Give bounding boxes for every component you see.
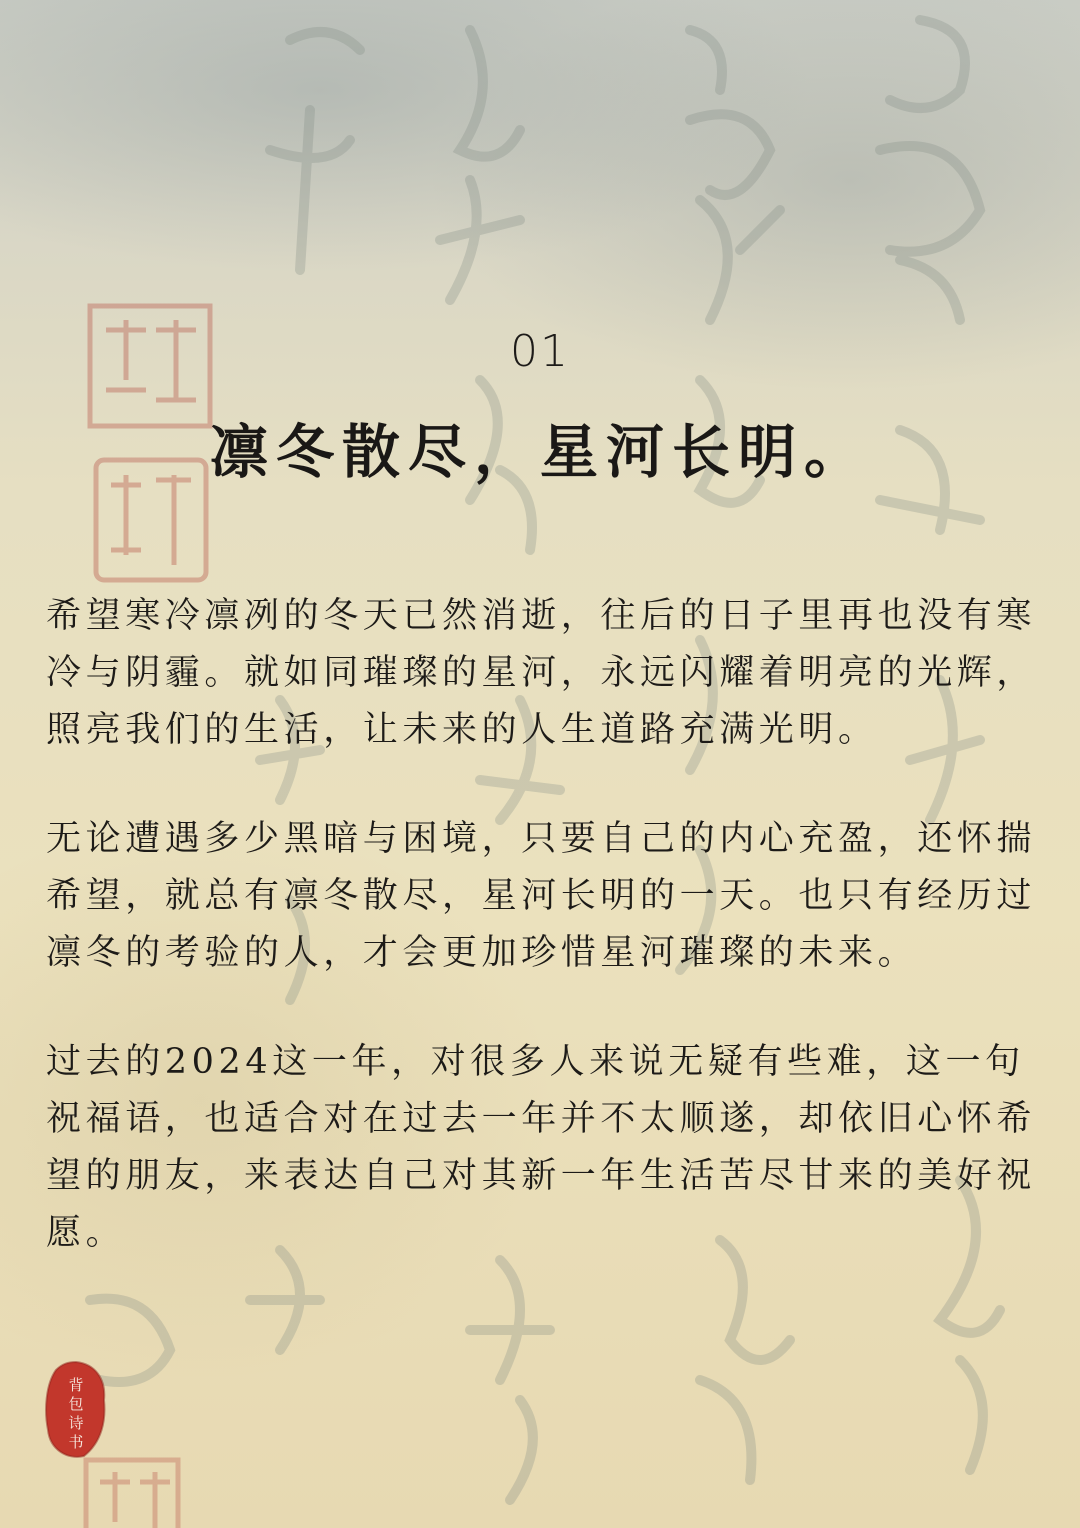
paragraph-1: 希望寒冷凛冽的冬天已然消逝，往后的日子里再也没有寒冷与阴霾。就如同璀璨的星河，永远闪耀着明亮的光辉，照亮我们的生活，让未来的人生道路充满光明。	[46, 596, 1037, 750]
paragraph-3: 过去的2024这一年，对很多人来说无疑有些难，这一句祝福语，也适合对在过去一年并不太顺遂，却依旧心怀希望的朋友，来表达自己对其新一年生活苦尽甘来的美好祝愿。	[46, 1042, 1037, 1253]
stamp-text: 背 包 诗 书	[68, 1376, 84, 1451]
section-title: 凛冬散尽，星河长明。	[209, 418, 870, 486]
section-number: 01	[510, 326, 570, 377]
bottom-seal-stamp	[80, 1452, 185, 1528]
paragraph-2: 无论遭遇多少黑暗与困境，只要自己的内心充盈，还怀揣希望，就总有凛冬散尽，星河长明的一天。也只有经历过凛冬的考验的人，才会更加珍惜星河璀璨的未来。	[46, 819, 1037, 973]
article-body	[46, 588, 1036, 1314]
brand-stamp	[44, 1360, 108, 1460]
